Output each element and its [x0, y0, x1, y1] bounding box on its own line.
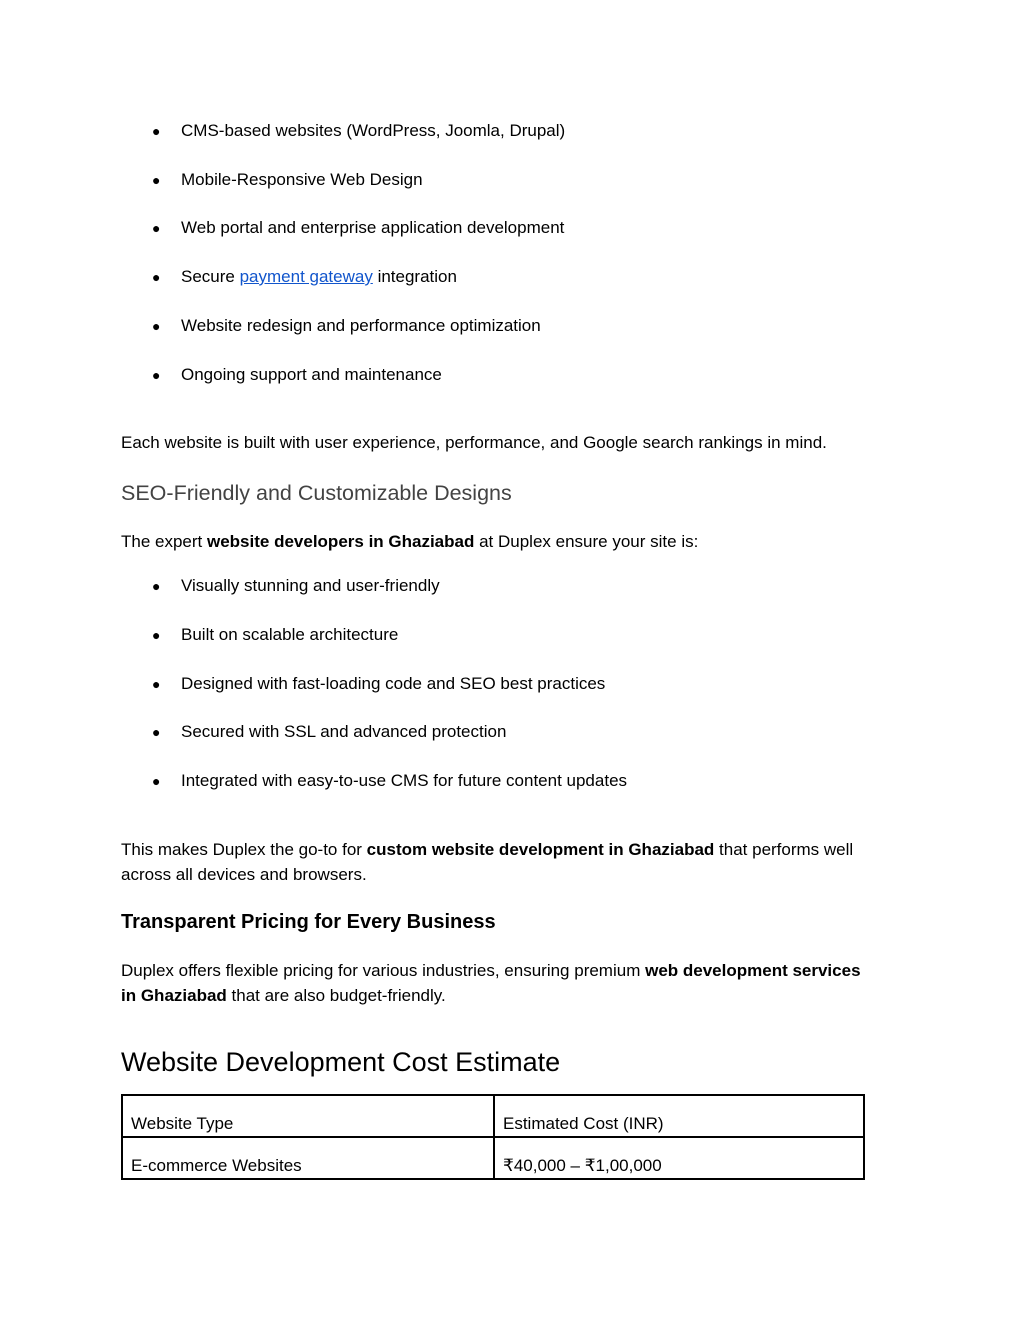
paragraph-text: that performs well across all devices and browsers. [121, 840, 854, 884]
paragraph-text: Duplex offers flexible pricing for various industries, ensuring premium [121, 961, 646, 980]
list-item-text: CMS-based websites (WordPress, Joomla, Drupal) [181, 121, 566, 140]
paragraph-bold: custom website development in Ghaziabad [366, 840, 715, 859]
paragraph-text: The expert [121, 532, 207, 551]
paragraph-pricing [121, 959, 866, 1008]
list-item-text: Ongoing support and maintenance [181, 365, 442, 384]
table-cell: E-commerce Websites [122, 1137, 494, 1179]
list-item-text: Mobile-Responsive Web Design [181, 170, 423, 189]
bullet-icon: ● [152, 578, 161, 594]
bullet-icon: ● [152, 269, 161, 285]
list-item-text: Website redesign and performance optimization [181, 316, 541, 335]
table-row [122, 1137, 864, 1179]
bullet-icon: ● [152, 123, 161, 139]
paragraph-text: that are also budget-friendly. [226, 985, 446, 1005]
list-item-text: Built on scalable architecture [181, 625, 399, 644]
paragraph-bold: website developers in Ghaziabad [207, 532, 475, 551]
list-item-text: Secured with SSL and advanced protection [181, 722, 507, 741]
paragraph-go-to [121, 838, 891, 887]
bullet-icon: ● [152, 724, 161, 740]
paragraph-expert [121, 530, 901, 555]
table-header-cell: Estimated Cost (INR) [494, 1095, 864, 1137]
list-item-text: Integrated with easy-to-use CMS for future content updates [181, 771, 628, 790]
bullet-icon: ● [152, 220, 161, 236]
paragraph-text: This makes Duplex the go-to for [121, 840, 367, 859]
bullet-icon: ● [152, 676, 161, 692]
bullet-icon: ● [152, 773, 161, 789]
bullet-icon: ● [152, 172, 161, 188]
list-item-text: Visually stunning and user-friendly [181, 576, 440, 595]
bullet-icon: ● [152, 318, 161, 334]
table-header-row [122, 1095, 864, 1137]
table-header-cell: Website Type [122, 1095, 494, 1137]
paragraph-each-website: Each website is built with user experience, performance, and Google search rankings in mind. [121, 433, 827, 452]
paragraph-text: at Duplex ensure your site is: [474, 532, 699, 551]
list-item-text: Web portal and enterprise application development [181, 218, 565, 237]
table-cell: ₹40,000 – ₹1,00,000 [494, 1137, 864, 1179]
list-item-pre: Secure [181, 267, 240, 286]
bullet-icon: ● [152, 367, 161, 383]
bullet-icon: ● [152, 627, 161, 643]
list-item-text: Designed with fast-loading code and SEO best practices [181, 674, 606, 693]
paragraph-bold: web development services in Ghaziabad [121, 961, 861, 1005]
heading-cost-estimate: Website Development Cost Estimate [121, 1047, 561, 1077]
cost-table [121, 1094, 865, 1180]
payment-gateway-link[interactable]: payment gateway [239, 267, 373, 286]
heading-seo-friendly: SEO-Friendly and Customizable Designs [121, 481, 512, 505]
list-item-post: integration [372, 267, 457, 286]
list-item-text [181, 265, 457, 289]
heading-transparent-pricing: Transparent Pricing for Every Business [121, 911, 496, 933]
